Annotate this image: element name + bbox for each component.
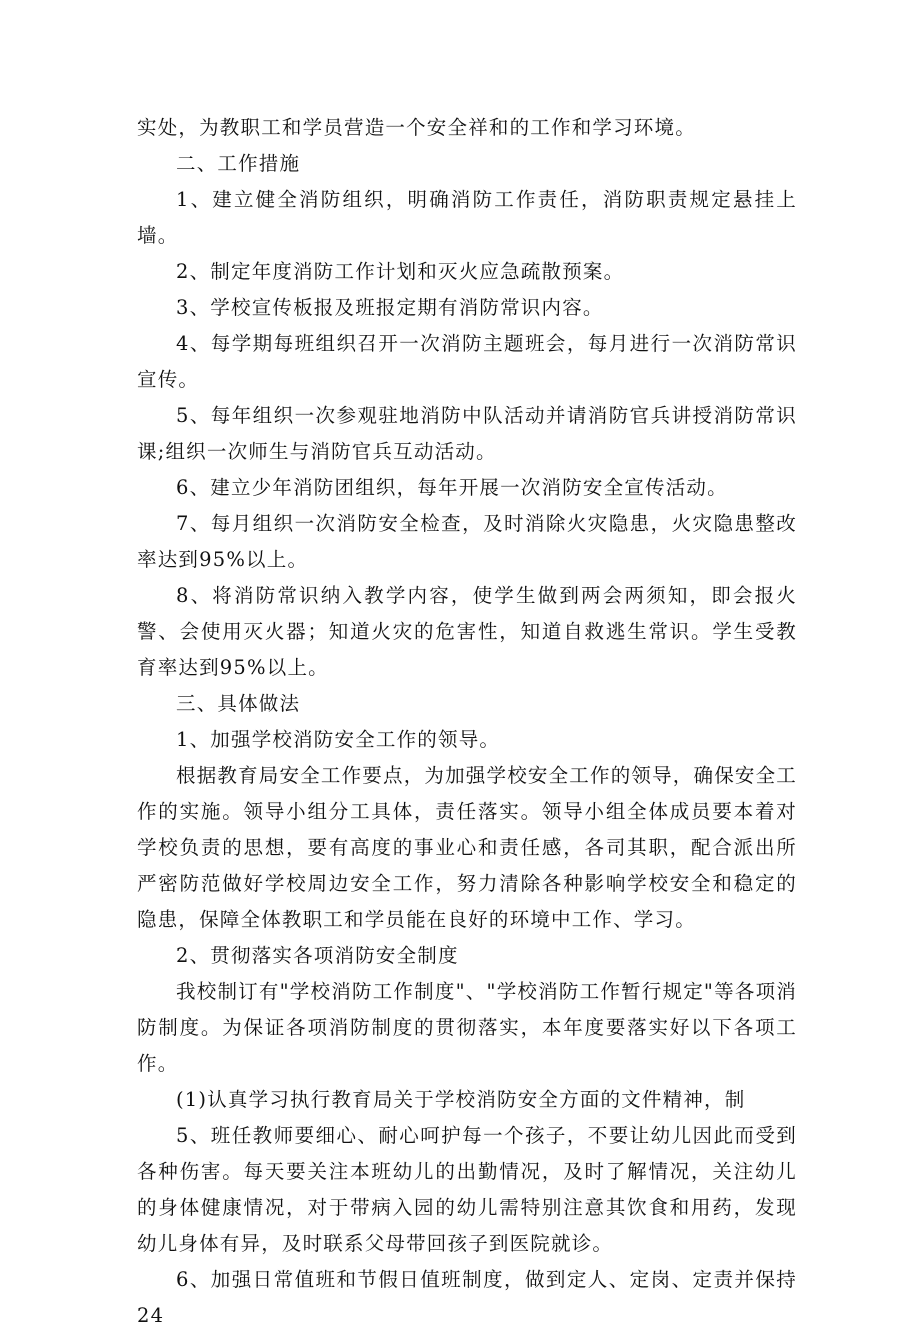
measure-item-4: 4、每学期每班组织召开一次消防主题班会，每月进行一次消防常识宣传。 xyxy=(137,332,797,391)
measure-item-2: 2、制定年度消防工作计划和灭火应急疏散预案。 xyxy=(176,260,625,283)
measure-item-8: 8、将消防常识纳入教学内容，使学生做到两会两须知，即会报火警、会使用灭火器；知道火灾的危害性，知道自救逃生常识。学生受教育率达到95%以上。 xyxy=(137,584,797,679)
practice-item-2-body: 我校制订有"学校消防工作制度"、"学校消防工作暂行规定"等各项消防制度。为保证各项消防制度的贯彻落实，本年度要落实好以下各项工作。 xyxy=(137,980,797,1075)
measure-item-5: 5、每年组织一次参观驻地消防中队活动并请消防官兵讲授消防常识课;组织一次师生与消防官兵互动活动。 xyxy=(137,404,797,463)
measure-item-1: 1、建立健全消防组织，明确消防工作责任，消防职责规定悬挂上墙。 xyxy=(137,188,797,247)
practice-item-2-heading: 2、贯彻落实各项消防安全制度 xyxy=(176,944,459,967)
practice-item-1-heading: 1、加强学校消防安全工作的领导。 xyxy=(176,728,501,751)
document-body xyxy=(137,110,797,1334)
practice-subitem-1: (1)认真学习执行教育局关于学校消防安全方面的文件精神，制 xyxy=(176,1088,746,1111)
measure-item-3: 3、学校宣传板报及班报定期有消防常识内容。 xyxy=(176,296,604,319)
measure-item-7: 7、每月组织一次消防安全检查，及时消除火灾隐患，火灾隐患整改率达到95%以上。 xyxy=(137,512,797,571)
teacher-duty-item-6: 6、加强日常值班和节假日值班制度，做到定人、定岗、定责并保持24 xyxy=(137,1268,797,1327)
section-heading-specific-practices: 三、具体做法 xyxy=(176,692,301,715)
measure-item-6: 6、建立少年消防团组织，每年开展一次消防安全宣传活动。 xyxy=(176,476,728,499)
teacher-duty-item-5: 5、班任教师要细心、耐心呵护每一个孩子，不要让幼儿因此而受到各种伤害。每天要关注本班幼儿的出勤情况，及时了解情况，关注幼儿的身体健康情况，对于带病入园的幼儿需特别注意其饮食和用药，发现幼儿身体有异，及时联系父母带回孩子到医院就诊。 xyxy=(137,1124,797,1255)
paragraph-closing-line: 实处，为教职工和学员营造一个安全祥和的工作和学习环境。 xyxy=(137,116,696,139)
practice-item-1-body: 根据教育局安全工作要点，为加强学校安全工作的领导，确保安全工作的实施。领导小组分工具体，责任落实。领导小组全体成员要本着对学校负责的思想，要有高度的事业心和责任感，各司其职，配合派出所严密防范做好学校周边安全工作，努力清除各种影响学校安全和稳定的隐患，保障全体教职工和学员能在良好的环境中工作、学习。 xyxy=(137,764,798,931)
section-heading-work-measures: 二、工作措施 xyxy=(176,152,301,175)
